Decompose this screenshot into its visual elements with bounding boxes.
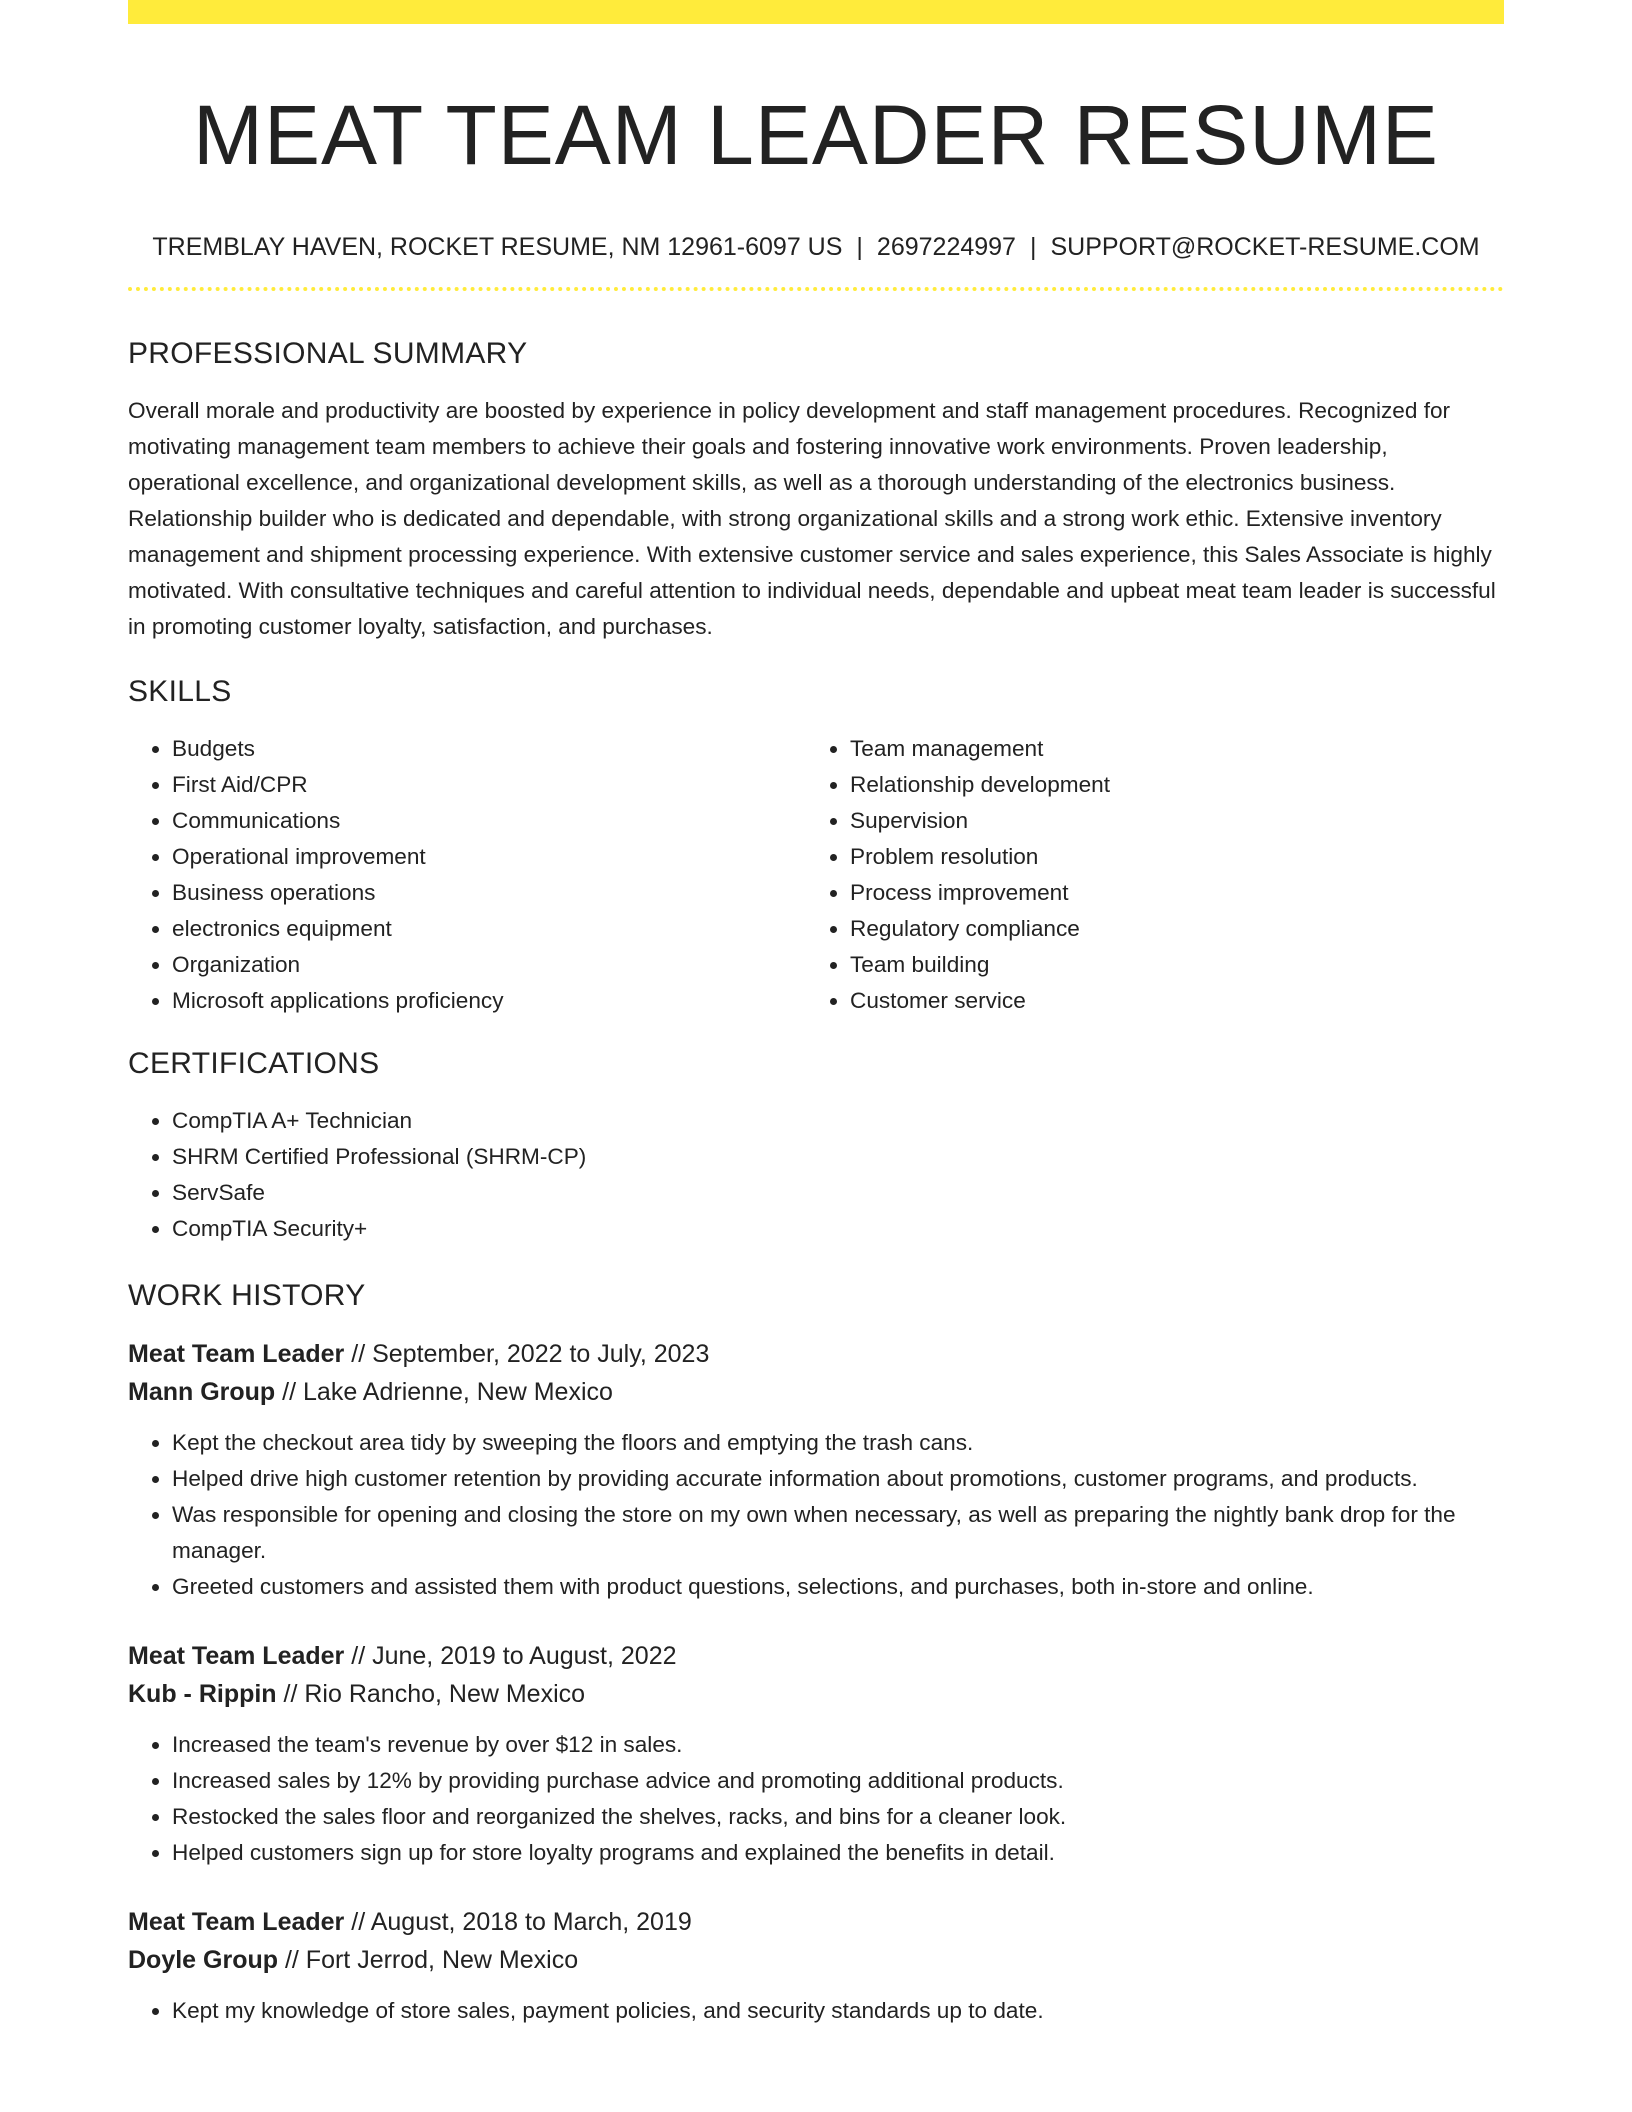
skill-item: • Process improvement <box>850 875 1484 911</box>
job-company-line <box>128 1941 1504 1979</box>
contact-separator: | <box>856 233 863 261</box>
skill-item: • Organization <box>172 947 806 983</box>
job-bullet: • Greeted customers and assisted them with product questions, selections, and purchases, both in-store and online. <box>172 1569 1504 1605</box>
certification-item: • CompTIA A+ Technician <box>172 1103 1504 1139</box>
job-company: Mann Group <box>128 1378 276 1406</box>
job-dates: // August, 2018 to March, 2019 <box>351 1908 692 1936</box>
job-title: Meat Team Leader <box>128 1340 345 1368</box>
job-title-line <box>128 1335 1504 1373</box>
resume-page <box>128 0 1504 2112</box>
skill-item: • Team management <box>850 731 1484 767</box>
skills-list-left <box>128 731 806 1019</box>
skill-item: • Budgets <box>172 731 806 767</box>
skill-item: • Microsoft applications proficiency <box>172 983 806 1019</box>
skill-item: • Relationship development <box>850 767 1484 803</box>
job-dates: // September, 2022 to July, 2023 <box>351 1340 710 1368</box>
skill-item: • Supervision <box>850 803 1484 839</box>
job-location: // Rio Rancho, New Mexico <box>283 1680 586 1708</box>
job-bullet: • Increased the team's revenue by over $12 in sales. <box>172 1727 1504 1763</box>
contact-address: TREMBLAY HAVEN, ROCKET RESUME, NM 12961-6097 US <box>152 233 843 261</box>
skills-columns <box>128 731 1504 1019</box>
contact-email: SUPPORT@ROCKET-RESUME.COM <box>1050 233 1480 261</box>
work-history-heading: WORK HISTORY <box>128 1279 366 1312</box>
job-company: Kub - Rippin <box>128 1680 277 1708</box>
skill-item: • Communications <box>172 803 806 839</box>
skill-item: • Customer service <box>850 983 1484 1019</box>
certifications-list <box>128 1103 1504 1247</box>
job-bullet: • Kept the checkout area tidy by sweeping the floors and emptying the trash cans. <box>172 1425 1504 1461</box>
job-company: Doyle Group <box>128 1946 279 1974</box>
job-dates: // June, 2019 to August, 2022 <box>351 1642 677 1670</box>
job-title: Meat Team Leader <box>128 1642 345 1670</box>
job-bullets <box>128 1727 1504 1871</box>
job-title-line <box>128 1903 1504 1941</box>
contact-phone: 2697224997 <box>876 233 1016 261</box>
skill-item: • First Aid/CPR <box>172 767 806 803</box>
skill-item: • Regulatory compliance <box>850 911 1484 947</box>
job-location: // Fort Jerrod, New Mexico <box>284 1946 579 1974</box>
job-title-line <box>128 1637 1504 1675</box>
contact-line <box>128 227 1504 267</box>
skill-item: • Business operations <box>172 875 806 911</box>
job-entry <box>128 1903 1504 2029</box>
job-company-line <box>128 1675 1504 1713</box>
skills-heading: SKILLS <box>128 675 232 708</box>
accent-bar <box>128 0 1504 24</box>
skill-item: • Team building <box>850 947 1484 983</box>
summary-heading: PROFESSIONAL SUMMARY <box>128 337 528 370</box>
skills-list-right <box>806 731 1484 1019</box>
certifications-heading: CERTIFICATIONS <box>128 1047 380 1080</box>
certification-item: • CompTIA Security+ <box>172 1211 1504 1247</box>
skill-item: • Problem resolution <box>850 839 1484 875</box>
job-bullet: • Restocked the sales floor and reorganized the shelves, racks, and bins for a cleaner look. <box>172 1799 1504 1835</box>
job-entry <box>128 1335 1504 1605</box>
job-title: Meat Team Leader <box>128 1908 345 1936</box>
skill-item: • Operational improvement <box>172 839 806 875</box>
resume-title: MEAT TEAM LEADER RESUME <box>193 88 1439 182</box>
job-bullets <box>128 1993 1504 2029</box>
summary-text: Overall morale and productivity are boosted by experience in policy development and staff management procedures. Recognized for motivating management team members to achieve their goals and fostering innovative work environments. Proven leadership, operational excellence, and organizational development skills, as well as a thorough understanding of the electronics business. Relationship builder who is dedicated and dependable, with strong organizational skills and a strong work ethic. Extensive inventory management and shipment processing experience. With extensive customer service and sales experience, this Sales Associate is highly motivated. With consultative techniques and careful attention to individual needs, dependable and upbeat meat team leader is successful in promoting customer loyalty, satisfaction, and purchases. <box>128 398 1496 639</box>
job-entry <box>128 1637 1504 1871</box>
job-location: // Lake Adrienne, New Mexico <box>282 1378 613 1406</box>
contact-separator: | <box>1029 233 1037 261</box>
job-bullet: • Helped customers sign up for store loyalty programs and explained the benefits in detail. <box>172 1835 1504 1871</box>
skill-item: • electronics equipment <box>172 911 806 947</box>
job-bullet: • Increased sales by 12% by providing purchase advice and promoting additional products. <box>172 1763 1504 1799</box>
job-bullet: • Helped drive high customer retention by providing accurate information about promotions, customer programs, and products. <box>172 1461 1504 1497</box>
certification-item: • ServSafe <box>172 1175 1504 1211</box>
dotted-divider <box>128 287 1504 291</box>
job-bullet: • Was responsible for opening and closing the store on my own when necessary, as well as preparing the nightly bank drop for the manager. <box>172 1497 1504 1569</box>
job-bullet: • Kept my knowledge of store sales, payment policies, and security standards up to date. <box>172 1993 1504 2029</box>
job-bullets <box>128 1425 1504 1605</box>
job-company-line <box>128 1373 1504 1411</box>
certification-item: • SHRM Certified Professional (SHRM-CP) <box>172 1139 1504 1175</box>
